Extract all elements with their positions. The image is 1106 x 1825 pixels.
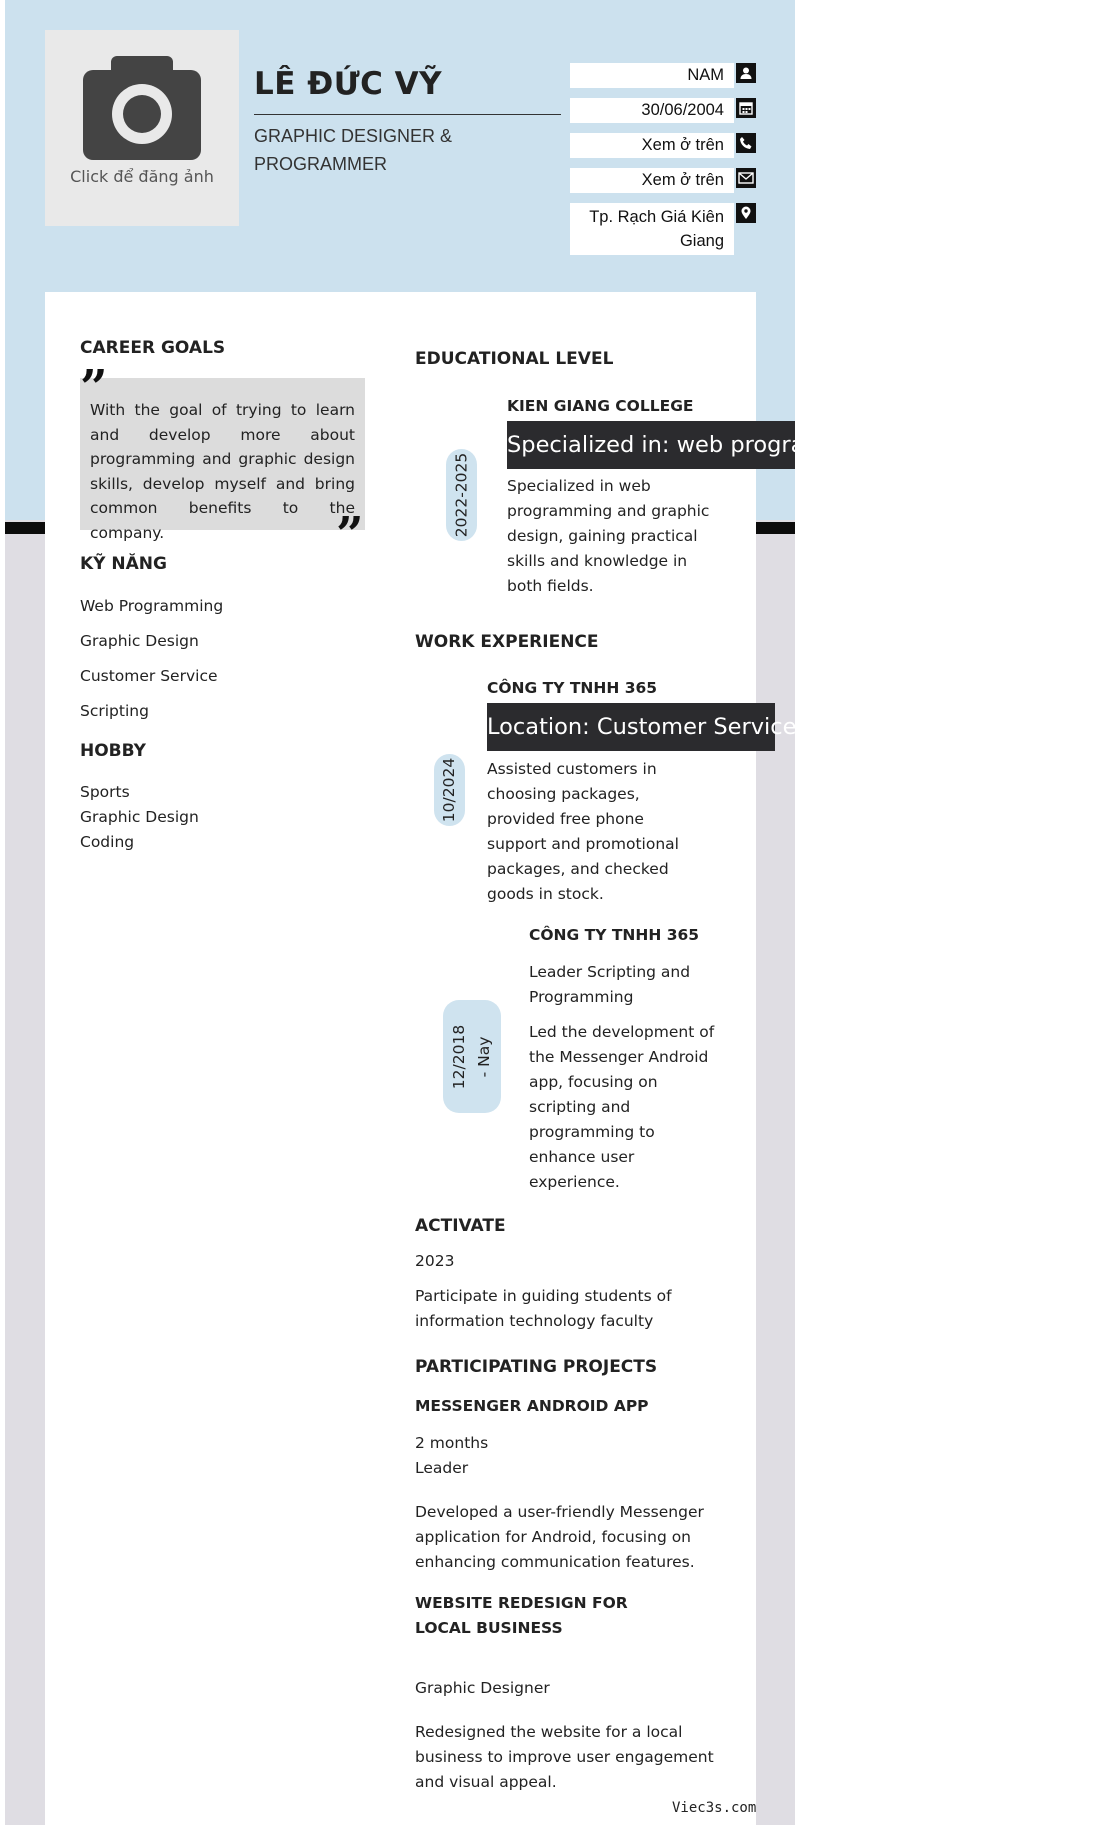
education-period-text: 2022-2025 <box>452 452 471 538</box>
calendar-icon <box>736 98 756 118</box>
projects-heading: PARTICIPATING PROJECTS <box>415 1357 658 1377</box>
activity-year: 2023 <box>415 1252 455 1270</box>
phone-icon <box>736 133 756 153</box>
project-role: Graphic Designer <box>415 1679 550 1697</box>
project-description: Redesigned the website for a local business to improve user engagement and visual appeal. <box>415 1723 714 1791</box>
work-heading: WORK EXPERIENCE <box>415 632 599 652</box>
job-description: Led the development of the Messenger Android app, focusing on scripting and programming to enhance user experience. <box>529 1023 715 1191</box>
job-description: Assisted customers in choosing packages, provided free phone support and promotional packages, and checked goods in stock. <box>487 760 679 903</box>
project-description: Developed a user-friendly Messenger application for Android, focusing on enhancing communication features. <box>415 1503 704 1571</box>
activity-description: Participate in guiding students of information technology faculty <box>415 1287 672 1330</box>
camera-icon <box>83 56 201 160</box>
contact-phone <box>570 133 756 158</box>
job-position: Location: Customer Service <box>487 703 775 751</box>
candidate-name: LÊ ĐỨC VỸ <box>254 66 443 102</box>
watermark: Viec3s.com <box>672 1800 757 1816</box>
skill-item: Web Programming <box>80 597 224 615</box>
email-value[interactable]: Xem ở trên <box>570 168 734 193</box>
person-icon <box>736 63 756 83</box>
project-name: WEBSITE REDESIGN FOR LOCAL BUSINESS <box>415 1594 628 1637</box>
job-period-text: 10/2024 <box>440 757 459 823</box>
job-period <box>443 1000 501 1113</box>
contact-email <box>570 168 756 193</box>
photo-caption: Click để đăng ảnh <box>70 167 214 186</box>
activity-heading: ACTIVATE <box>415 1216 506 1236</box>
skill-item: Graphic Design <box>80 632 199 650</box>
gender-value: NAM <box>570 63 734 88</box>
job-title: GRAPHIC DESIGNER & PROGRAMMER <box>254 126 453 174</box>
job-period-text: 12/2018 - Nay <box>450 1024 493 1089</box>
address-value: Tp. Rạch Giá Kiên Giang <box>570 203 734 255</box>
skill-item: Scripting <box>80 702 149 720</box>
hobby-item: Coding <box>80 833 135 851</box>
name-divider <box>254 114 561 115</box>
skills-list <box>80 594 223 734</box>
quote-close-icon: ” <box>336 507 364 563</box>
mail-icon <box>736 168 756 188</box>
contact-address <box>570 203 756 255</box>
project-role: Leader <box>415 1459 469 1477</box>
education-description: Specialized in web programming and graphic design, gaining practical skills and knowledge in both fields. <box>507 477 710 595</box>
hobby-item: Graphic Design <box>80 808 199 826</box>
career-goals-text: With the goal of trying to learn and develop more about programming and graphic design skills, develop myself and bring common benefits to the company. <box>80 378 365 530</box>
contact-gender <box>570 63 756 88</box>
location-pin-icon <box>736 203 756 223</box>
job-position: Leader Scripting and Programming <box>529 963 691 1006</box>
project-name: MESSENGER ANDROID APP <box>415 1397 649 1415</box>
job-period <box>434 754 465 826</box>
skill-item: Customer Service <box>80 667 218 685</box>
birthday-value: 30/06/2004 <box>570 98 734 123</box>
contact-birthday <box>570 98 756 123</box>
contact-list <box>570 63 756 265</box>
photo-upload[interactable] <box>45 30 239 226</box>
skills-heading: KỸ NĂNG <box>80 554 167 574</box>
phone-value[interactable]: Xem ở trên <box>570 133 734 158</box>
education-heading: EDUCATIONAL LEVEL <box>415 349 614 369</box>
quote-open-icon: ” <box>80 360 108 416</box>
job-company: CÔNG TY TNHH 365 <box>529 926 700 944</box>
education-period <box>446 449 477 541</box>
education-school: KIEN GIANG COLLEGE <box>507 397 694 415</box>
job-company: CÔNG TY TNHH 365 <box>487 679 658 697</box>
hobby-heading: HOBBY <box>80 741 146 761</box>
education-major: Specialized in: web programming and graphic design <box>507 421 795 469</box>
hobby-item: Sports <box>80 783 130 801</box>
career-goals-heading: CAREER GOALS <box>80 338 226 358</box>
project-duration: 2 months <box>415 1434 489 1452</box>
hobby-list <box>80 780 199 855</box>
